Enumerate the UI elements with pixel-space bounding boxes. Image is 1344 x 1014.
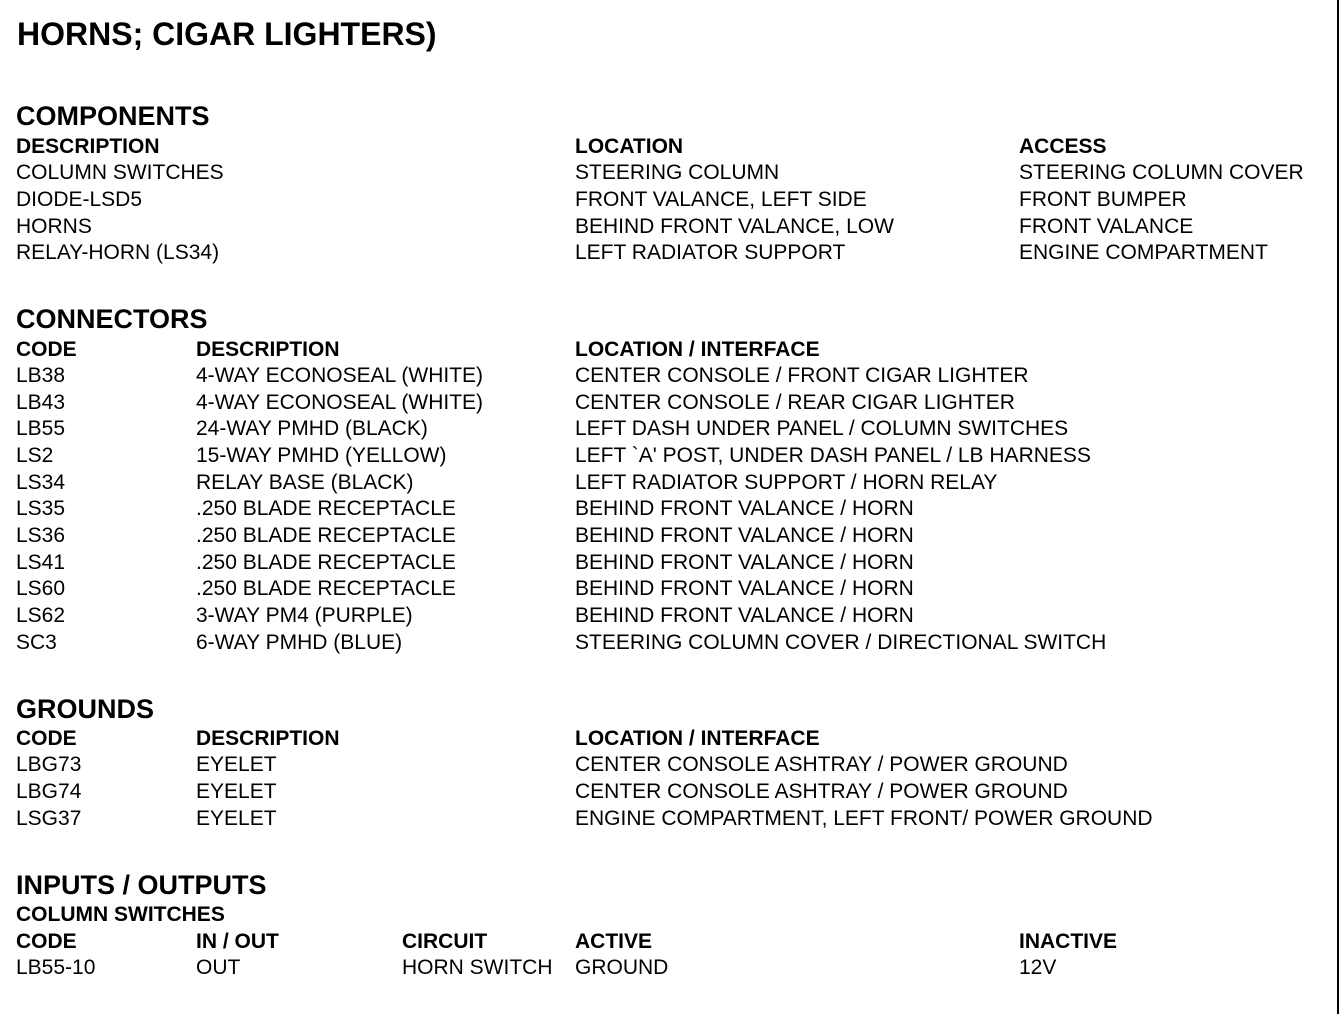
io-inactive: 12V [1019,956,1057,979]
table-row [0,160,1336,186]
component-access: STEERING COLUMN COVER [1019,161,1304,184]
io-circuit: HORN SWITCH [402,956,553,979]
ground-location: CENTER CONSOLE ASHTRAY / POWER GROUND [575,780,1068,803]
table-row [0,523,1336,549]
component-description: RELAY-HORN (LS34) [16,241,220,264]
table-row [0,187,1336,213]
connector-code: LS36 [16,524,66,547]
col-header-in-out: IN / OUT [196,930,279,953]
col-header-circuit: CIRCUIT [402,930,488,953]
table-row [0,955,1336,981]
connector-description: 24-WAY PMHD (BLACK) [196,417,428,440]
connector-description: 6-WAY PMHD (BLUE) [196,631,403,654]
connector-location: LEFT DASH UNDER PANEL / COLUMN SWITCHES [575,417,1069,440]
connector-description: RELAY BASE (BLACK) [196,471,414,494]
connector-description: 4-WAY ECONOSEAL (WHITE) [196,364,484,387]
table-row [0,550,1336,576]
col-header-inactive: INACTIVE [1019,930,1118,953]
col-header-description: DESCRIPTION [16,135,160,158]
component-location: BEHIND FRONT VALANCE, LOW [575,215,894,238]
ground-code: LBG73 [16,753,82,776]
table-row [0,390,1336,416]
column-switches-subheading: COLUMN SWITCHES [16,903,225,926]
ground-description: EYELET [196,753,277,776]
connector-location: STEERING COLUMN COVER / DIRECTIONAL SWITCH [575,631,1107,654]
table-row [0,779,1336,805]
connector-location: LEFT RADIATOR SUPPORT / HORN RELAY [575,471,998,494]
col-header-location-interface: LOCATION / INTERFACE [575,727,820,750]
connectors-heading: CONNECTORS [16,304,208,334]
connector-location: BEHIND FRONT VALANCE / HORN [575,604,914,627]
connector-code: LS2 [16,444,54,467]
table-row [0,752,1336,778]
io-header-row [0,929,1336,955]
grounds-heading: GROUNDS [16,694,155,724]
col-header-location-interface: LOCATION / INTERFACE [575,338,820,361]
connector-code: LB38 [16,364,66,387]
ground-code: LSG37 [16,807,82,830]
io-active: GROUND [575,956,669,979]
components-heading: COMPONENTS [16,101,210,131]
ground-description: EYELET [196,780,277,803]
component-description: COLUMN SWITCHES [16,161,224,184]
table-row [0,416,1336,442]
component-access: ENGINE COMPARTMENT [1019,241,1268,264]
connector-code: LS60 [16,577,66,600]
table-row [0,240,1336,266]
components-header-row [0,134,1336,160]
grounds-header-row [0,726,1336,752]
inputs-outputs-heading: INPUTS / OUTPUTS [16,870,267,900]
col-header-code: CODE [16,930,77,953]
page-right-border [1337,0,1339,1014]
component-location: LEFT RADIATOR SUPPORT [575,241,846,264]
connector-description: 3-WAY PM4 (PURPLE) [196,604,413,627]
ground-location: CENTER CONSOLE ASHTRAY / POWER GROUND [575,753,1068,776]
ground-code: LBG74 [16,780,82,803]
table-row [0,576,1336,602]
connector-location: BEHIND FRONT VALANCE / HORN [575,551,914,574]
col-header-access: ACCESS [1019,135,1107,158]
connector-description: .250 BLADE RECEPTACLE [196,524,456,547]
table-row [0,214,1336,240]
connector-code: LS62 [16,604,66,627]
connector-location: BEHIND FRONT VALANCE / HORN [575,497,914,520]
connector-location: BEHIND FRONT VALANCE / HORN [575,524,914,547]
component-location: FRONT VALANCE, LEFT SIDE [575,188,867,211]
component-access: FRONT BUMPER [1019,188,1187,211]
connector-code: LB55 [16,417,66,440]
connector-description: 4-WAY ECONOSEAL (WHITE) [196,391,484,414]
page-title: HORNS; CIGAR LIGHTERS) [17,16,437,52]
connector-location: LEFT `A' POST, UNDER DASH PANEL / LB HARNESS [575,444,1091,467]
table-row [0,806,1336,832]
connector-code: LB43 [16,391,66,414]
col-header-active: ACTIVE [575,930,653,953]
connector-location: CENTER CONSOLE / REAR CIGAR LIGHTER [575,391,1015,414]
io-code: LB55-10 [16,956,96,979]
table-row [0,363,1336,389]
connector-code: SC3 [16,631,57,654]
table-row [0,603,1336,629]
connector-code: LS41 [16,551,66,574]
col-header-description: DESCRIPTION [196,727,340,750]
connectors-header-row [0,337,1336,363]
component-description: DIODE-LSD5 [16,188,143,211]
col-header-code: CODE [16,338,77,361]
connector-description: .250 BLADE RECEPTACLE [196,497,456,520]
component-description: HORNS [16,215,92,238]
component-access: FRONT VALANCE [1019,215,1194,238]
col-header-location: LOCATION [575,135,684,158]
io-direction: OUT [196,956,241,979]
table-row [0,496,1336,522]
table-row [0,443,1336,469]
col-header-code: CODE [16,727,77,750]
connector-description: .250 BLADE RECEPTACLE [196,551,456,574]
col-header-description: DESCRIPTION [196,338,340,361]
ground-description: EYELET [196,807,277,830]
connector-location: BEHIND FRONT VALANCE / HORN [575,577,914,600]
connector-code: LS34 [16,471,66,494]
table-row [0,630,1336,656]
component-location: STEERING COLUMN [575,161,780,184]
connector-description: 15-WAY PMHD (YELLOW) [196,444,447,467]
connector-code: LS35 [16,497,66,520]
table-row [0,470,1336,496]
ground-location: ENGINE COMPARTMENT, LEFT FRONT/ POWER GROUND [575,807,1153,830]
connector-location: CENTER CONSOLE / FRONT CIGAR LIGHTER [575,364,1029,387]
connector-description: .250 BLADE RECEPTACLE [196,577,456,600]
